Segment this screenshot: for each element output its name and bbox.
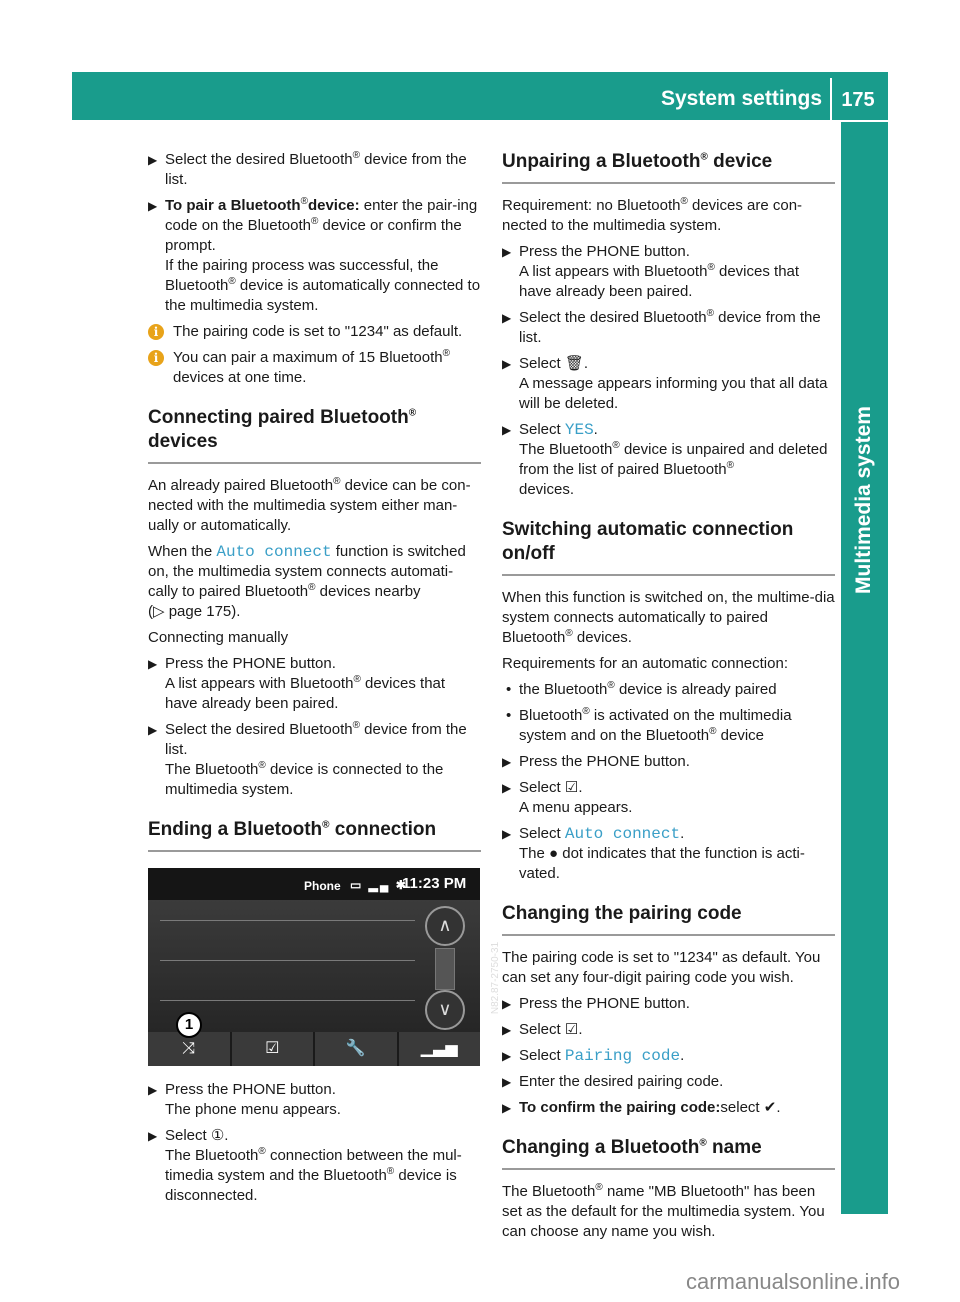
watermark: carmanualsonline.info [685,1269,900,1294]
info-icon: i [148,350,164,366]
step-arrow-icon: ▶ [148,723,158,737]
checkbox-icon: ☑ [564,1021,579,1038]
list-divider [160,960,415,961]
info-note: i You can pair a maximum of 15 Bluetooth® devices at one time. [148,348,481,388]
step: ▶ Select the desired Bluetooth® device from the list. [148,150,467,188]
step-arrow-icon: ▶ [148,153,158,167]
step: ▶ Select Pairing code. [502,1047,685,1065]
step: ▶ Select YES. The Bluetooth® device is unpaired and deleted from the list of paired Bluetooth® devices. [502,421,828,498]
step-arrow-icon: ▶ [502,1075,512,1089]
step: ▶ To pair a Bluetooth®device: enter the pair-ing code on the Bluetooth® device or confirm the prompt. If the pairing process was successful, the Bluetooth® device is automatically connected to the multimedia system. [148,196,481,314]
step-arrow-icon: ▶ [148,657,158,671]
wrench-icon: 🔧 [315,1032,399,1066]
step: ▶ To confirm the pairing code:select ✔. [502,1099,781,1116]
step: ▶ Press the PHONE button. [502,995,690,1012]
disconnect-icon: ⤨ [148,1032,232,1066]
step-arrow-icon: ▶ [502,1049,512,1063]
step-arrow-icon: ▶ [502,423,512,437]
phone-menu-screenshot [148,868,502,1066]
checkbox-icon: ☑ [232,1032,316,1066]
step: ▶ Select 🗑. A message appears informing you that all data will be deleted. [502,355,828,412]
step-arrow-icon: ▶ [502,781,512,795]
info-icon: i [148,324,164,340]
trash-icon: 🗑 [564,355,584,372]
side-tab-marker [841,830,888,878]
step-arrow-icon: ▶ [148,1083,158,1097]
callout-1: 1 [176,1012,202,1038]
bullet-item: • the Bluetooth® device is already paired [506,680,777,698]
step: ▶ Press the PHONE button. [502,753,690,770]
equalizer-icon: ▁▃▅ [420,1040,458,1057]
screen-menu-bar [148,1032,480,1066]
step-arrow-icon: ▶ [502,997,512,1011]
heading-unpairing: Unpairing a Bluetooth® device [502,150,835,184]
scrollbar [435,948,455,990]
step-arrow-icon: ▶ [148,1129,158,1143]
step-arrow-icon: ▶ [148,199,158,213]
header-divider [830,78,832,120]
bullet-item: • Bluetooth® is activated on the multimedia system and on the Bluetooth® device [506,706,792,744]
step: ▶ Select Auto connect. The ● dot indicates that the function is acti-vated. [502,825,805,882]
step: ▶ Press the PHONE button. A list appears with Bluetooth® devices that have already been paired. [502,243,800,300]
step-arrow-icon: ▶ [502,1101,512,1115]
step-arrow-icon: ▶ [502,245,512,259]
step: ▶ Press the PHONE button. The phone menu appears. [148,1081,341,1118]
side-tab-label: Multimedia system [852,406,875,594]
heading-auto-connection: Switching automatic connection on/off [502,518,835,576]
heading-ending: Ending a Bluetooth® connection [148,818,481,852]
status-icons: ▭ ▂▄ ✱ [350,878,408,892]
step-arrow-icon: ▶ [502,755,512,769]
heading-connecting: Connecting paired Bluetooth® devices [148,406,481,464]
step-arrow-icon: ▶ [502,357,512,371]
right-column: Unpairing a Bluetooth® device Requirement: no Bluetooth® devices are con-nected to the multimedia system. ▶ Press the PHONE button. A list appears with Bluetooth® devices that have already been paired. ▶ Select the desired Bluetooth® device from the list. ▶ Select 🗑. A message appears informing you that all data will be deleted. ▶ Select YES. The Bluetooth® device is unpaired and deleted from the list of paired Bluetooth® devices. Switching automatic connection on/off When this function is switched on, the multime-dia system connects automatically to paired Bluetooth® devices. Requirements for an automatic connection: • the Bluetooth® device is already paired • Bluetooth® is activated on the multimedia system and on the Bluetooth® device ▶ Press the PHONE button. ▶ Select ☑. A menu appears. ▶ Select Auto connect. The ● dot indicates that the function is acti-vated. Changing the pairing code The pairing code is set to "1234" as default. You can set any four-digit pairing code you wish. ▶ Press the PHONE button. ▶ Select ☑. ▶ Select Pairing code. ▶ Enter the desired pairing code. ▶ To confirm the pairing code:select ✔. Changing a Bluetooth® name The Bluetooth® name "MB Bluetooth" has been set as the default for the multimedia system. You can choose any name you wish. [502,151,835,1240]
checkmark-icon: ✔ [763,1099,777,1116]
info-note: i The pairing code is set to "1234" as default. [148,322,481,342]
checkbox-icon: ☑ [564,779,579,796]
scroll-up-icon: ∧ [425,906,465,946]
section-title: System settings [660,87,822,110]
page-number: 175 [841,89,875,111]
step: ▶ Select ☑. A menu appears. [502,779,633,816]
header-bar [72,72,888,120]
left-column: ▶ Select the desired Bluetooth® device from the list. ▶ To pair a Bluetooth®device: enter the pair-ing code on the Bluetooth® device or confirm the prompt. If the pairing process was successful, the Bluetooth® device is automatically connected to the multimedia system. i The pairing code is set to "1234" as default. i You can pair a maximum of 15 Bluetooth® devices at one time. Connecting paired Bluetooth® devices An already paired Bluetooth® device can be con-nected with the multimedia system either man-ually or automatically. When the Auto connect function is switched on, the multimedia system connects automati-cally to paired Bluetooth® devices nearby (▷ page 175). Connecting manually ▶ Press the PHONE button. A list appears with Bluetooth® devices that have already been paired. ▶ Select the desired Bluetooth® device from the list. The Bluetooth® device is connected to the multimedia system. Ending a Bluetooth® connection Phone ▭ ▂▄ ✱ 11:23 PM ∧ ∨ ⤨ ☑ 🔧 ▁▃▅ 1 N82.87-2750-31 ▶ Press the PHONE button. The phone menu appears. ▶ Select ①. The Bluetooth® connection between the mul-timedia system and the Bluetooth® device is disconnected. [148,150,481,1212]
heading-pairing-code: Changing the pairing code [502,902,835,936]
step: ▶ Select the desired Bluetooth® device from the list. The Bluetooth® device is connected to the multimedia system. [148,720,467,798]
step: ▶ Select ①. The Bluetooth® connection between the mul-timedia system and the Bluetooth® device is disconnected. [148,1127,462,1204]
step: ▶ Enter the desired pairing code. [502,1073,724,1090]
step: ▶ Select ☑. [502,1021,583,1038]
figure-code: N82.87-2750-31 [490,941,502,1015]
step: ▶ Press the PHONE button. A list appears with Bluetooth® devices that have already been paired. [148,655,446,712]
list-divider [160,920,415,921]
scroll-down-icon: ∨ [425,990,465,1030]
list-divider [160,1000,415,1001]
heading-bluetooth-name: Changing a Bluetooth® name [502,1136,835,1170]
screen-list [148,900,480,1032]
screen-status-bar: Phone ▭ ▂▄ ✱ 11:23 PM [148,868,480,900]
step-arrow-icon: ▶ [502,827,512,841]
step-arrow-icon: ▶ [502,1023,512,1037]
step: ▶ Select the desired Bluetooth® device from the list. [502,308,821,346]
step-arrow-icon: ▶ [502,311,512,325]
side-tab [841,122,888,1214]
